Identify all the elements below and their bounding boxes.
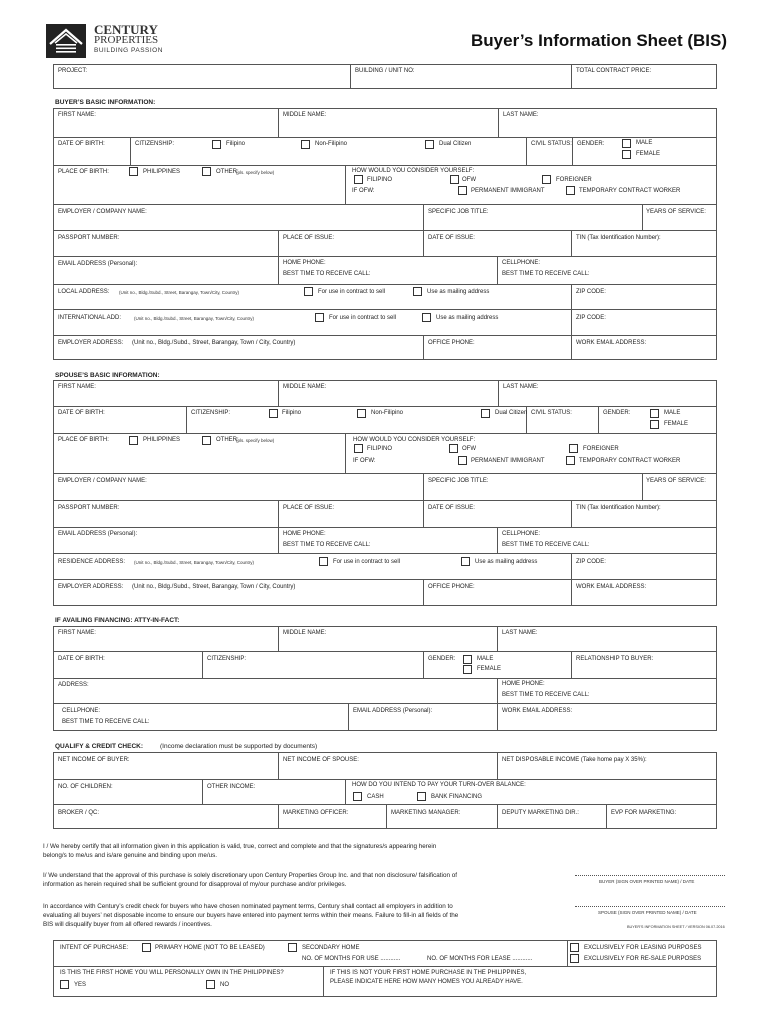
spouse-signature-label: SPOUSE (SIGN OVER PRINTED NAME) / DATE <box>598 910 697 915</box>
buyer-c-for-label: FOREIGNER <box>556 177 592 183</box>
buyer-home-label: HOME PHONE: <box>283 260 326 266</box>
spouse-gender-label: GENDER: <box>603 410 631 416</box>
buyer-tin-label: TIN (Tax Identification Number): <box>576 235 661 241</box>
spouse-c-ofw-label: OFW <box>462 446 476 452</box>
spouse-c-ofw-checkbox[interactable] <box>449 444 458 453</box>
credit-check-paragraph: In accordance with Century’s credit check for buyers who have chosen nominated payment terms, Century shall contact all employers in addition to evaluating all buyers’ net disposable income to ensure our buyers have entered into payment terms within their means. Failure to fill-in all fields of the BIS will disqualify buyer from all offered rewards / incentives. <box>43 903 459 928</box>
yes-label: YES <box>74 982 87 988</box>
secondary-home-checkbox[interactable] <box>288 943 297 952</box>
buyer-best-label: BEST TIME TO RECEIVE CALL: <box>283 271 371 277</box>
no-checkbox[interactable] <box>206 980 215 989</box>
spouse-heading: SPOUSE’S BASIC INFORMATION: <box>55 372 160 379</box>
credit-heading: QUALIFY & CREDIT CHECK: <box>55 743 143 750</box>
buyer-middle-label: MIDDLE NAME: <box>283 112 327 118</box>
resale-label: EXCLUSIVELY FOR RE-SALE PURPOSES <box>584 956 702 962</box>
spouse-other-note: (pls. specify below) <box>236 438 275 443</box>
spouse-c-fil-checkbox[interactable] <box>354 444 363 453</box>
buyer-civil-label: CIVIL STATUS: <box>531 141 572 147</box>
buyer-nonfil-label: Non-Filipino <box>315 141 348 147</box>
spouse-ph-checkbox[interactable] <box>129 436 138 445</box>
buyer-perm-checkbox[interactable] <box>458 186 467 195</box>
buyer-emp-addr-note: (Unit no., Bldg./Subd., Street, Barangay, Town / City, Country) <box>132 340 296 346</box>
buyer-mailing-label: Use as mailing address <box>427 289 490 295</box>
spouse-res-note: (Unit no., Bldg./Subd., Street, Barangay, Town/City, Country) <box>134 560 255 565</box>
net-buyer-label: NET INCOME OF BUYER: <box>58 757 130 763</box>
atty-gender-label: GENDER: <box>428 656 456 662</box>
buyer-temp-label: TEMPORARY CONTRACT WORKER <box>579 188 681 194</box>
buyer-c-fil-checkbox[interactable] <box>354 175 363 184</box>
version-label: BUYER’S INFORMATION SHEET / VERSION 06.07.2016 <box>627 925 725 929</box>
spouse-last-label: LAST NAME: <box>503 384 539 390</box>
buyer-work-email-label: WORK EMAIL ADDRESS: <box>576 340 647 346</box>
spouse-signature-line <box>575 906 725 907</box>
spouse-dual-label: Dual Citizen <box>495 410 528 416</box>
spouse-female-label: FEMALE <box>664 421 689 427</box>
not-first-label2: PLEASE INDICATE HERE HOW MANY HOMES YOU ALREADY HAVE. <box>330 979 523 985</box>
atty-male-label: MALE <box>477 656 494 662</box>
spouse-civil-label: CIVIL STATUS: <box>531 410 572 416</box>
spouse-first-label: FIRST NAME: <box>58 384 96 390</box>
spouse-pob-label: PLACE OF BIRTH: <box>58 437 109 443</box>
atty-first-label: FIRST NAME: <box>58 630 96 636</box>
buyer-c-ofw-label: OFW <box>462 177 476 183</box>
buyer-c-fil-label: FILIPINO <box>367 177 393 183</box>
atty-citizenship-label: CITIZENSHIP: <box>207 656 247 662</box>
not-first-label: IF THIS IS NOT YOUR FIRST HOME PURCHASE IN THE PHILIPPINES, <box>330 970 527 976</box>
certify-paragraph: I / We hereby certify that all information given in this application is valid, true, correct and complete and that the signatures/s appearing herein belong/s to me/us and is/are genuine and binding upon me/us. <box>43 843 437 859</box>
buyer-intl-label: INTERNATIONAL ADD: <box>58 315 122 321</box>
page-title: Buyer’s Information Sheet (BIS) <box>471 31 727 50</box>
buyer-last-label: LAST NAME: <box>503 112 539 118</box>
spouse-c-fil-label: FILIPINO <box>367 446 393 452</box>
buyer-job-label: SPECIFIC JOB TITLE: <box>428 209 489 215</box>
buyer-employer-label: EMPLOYER / COMPANY NAME: <box>58 209 147 215</box>
spouse-emp-addr-label: EMPLOYER ADDRESS: <box>58 584 124 590</box>
spouse-consider-label: HOW WOULD YOU CONSIDER YOURSELF: <box>353 437 476 443</box>
secondary-home-label: SECONDARY HOME <box>302 945 360 951</box>
broker-label: BROKER / QC: <box>58 810 100 816</box>
atty-middle-label: MIDDLE NAME: <box>283 630 327 636</box>
deputy-label: DEPUTY MARKETING DIR.: <box>502 810 579 816</box>
building-label: BUILDING / UNIT NO: <box>355 68 415 74</box>
spouse-perm-label: PERMANENT IMMIGRANT <box>471 458 545 464</box>
buyer-email-label: EMAIL ADDRESS (Personal): <box>58 261 138 267</box>
credit-heading-note: (Income declaration must be supported by documents) <box>160 743 318 750</box>
atty-best-label: BEST TIME TO RECEIVE CALL: <box>502 692 590 698</box>
atty-last-label: LAST NAME: <box>502 630 538 636</box>
logo-line2: PROPERTIES <box>94 34 159 46</box>
spouse-dual-checkbox[interactable] <box>481 409 490 418</box>
buyer-office-label: OFFICE PHONE: <box>428 340 475 346</box>
spouse-ph-label: PHILIPPINES <box>143 437 181 443</box>
price-label: TOTAL CONTRACT PRICE: <box>576 68 652 74</box>
spouse-nonfil-checkbox[interactable] <box>357 409 366 418</box>
spouse-c-for-label: FOREIGNER <box>583 446 619 452</box>
buyer-citizenship-label: CITIZENSHIP: <box>135 141 175 147</box>
buyer-filipino-label: Filipino <box>226 141 246 147</box>
intent-label: INTENT OF PURCHASE: <box>60 945 129 951</box>
atty-best2-label: BEST TIME TO RECEIVE CALL: <box>62 719 150 725</box>
bank-label: BANK FINANCING <box>431 794 483 800</box>
buyer-mailing2-label: Use as mailing address <box>436 315 499 321</box>
atty-address-label: ADDRESS: <box>58 682 89 688</box>
logo-line3: BUILDING PASSION <box>94 47 163 54</box>
turnover-label: HOW DO YOU INTEND TO PAY YOUR TURN-OVER BALANCE: <box>352 782 526 788</box>
spouse-temp-label: TEMPORARY CONTRACT WORKER <box>579 458 681 464</box>
spouse-filipino-label: Filipino <box>282 410 302 416</box>
spouse-best2-label: BEST TIME TO RECEIVE CALL: <box>502 542 590 548</box>
atty-email-label: EMAIL ADDRESS (Personal): <box>353 708 433 714</box>
buyer-temp-checkbox[interactable] <box>566 186 575 195</box>
first-home-label: IS THIS THE FIRST HOME YOU WILL PERSONALLY OWN IN THE PHILIPPINES? <box>60 970 284 976</box>
spouse-email-label: EMAIL ADDRESS (Personal): <box>58 531 138 537</box>
buyer-zip-label: ZIP CODE: <box>576 289 606 295</box>
mkt-officer-label: MARKETING OFFICER: <box>283 810 349 816</box>
buyer-contract2-checkbox[interactable] <box>315 313 324 322</box>
buyer-other-checkbox[interactable] <box>202 167 211 176</box>
buyer-signature-label: BUYER (SIGN OVER PRINTED NAME) / DATE <box>599 879 695 884</box>
buyer-contract-label: For use in contract to sell <box>318 289 386 295</box>
atty-relationship-label: RELATIONSHIP TO BUYER: <box>576 656 654 662</box>
buyer-c-ofw-checkbox[interactable] <box>450 175 459 184</box>
buyer-female-checkbox[interactable] <box>622 150 631 159</box>
spouse-zip-label: ZIP CODE: <box>576 559 606 565</box>
buyer-gender-label: GENDER: <box>577 141 605 147</box>
spouse-emp-addr-note: (Unit no., Bldg./Subd., Street, Barangay, Town / City, Country) <box>132 584 296 590</box>
buyer-c-for-checkbox[interactable] <box>542 175 551 184</box>
spouse-best-label: BEST TIME TO RECEIVE CALL: <box>283 542 371 548</box>
buyer-perm-label: PERMANENT IMMIGRANT <box>471 188 545 194</box>
buyer-contract-checkbox[interactable] <box>304 287 313 296</box>
spouse-mailing-checkbox[interactable] <box>461 557 470 566</box>
atty-dob-label: DATE OF BIRTH: <box>58 656 105 662</box>
atty-female-label: FEMALE <box>477 666 502 672</box>
spouse-employer-label: EMPLOYER / COMPANY NAME: <box>58 478 147 484</box>
spouse-nonfil-label: Non-Filipino <box>371 410 404 416</box>
buyer-issue-place-label: PLACE OF ISSUE: <box>283 235 335 241</box>
buyer-dual-label: Dual Citizen <box>439 141 472 147</box>
no-label: NO <box>220 982 229 988</box>
logo-line1: CENTURY <box>94 22 158 37</box>
buyer-mailing2-checkbox[interactable] <box>422 313 431 322</box>
atty-cell-label: CELLPHONE: <box>62 708 101 714</box>
buyer-cell-label: CELLPHONE: <box>502 260 541 266</box>
atty-female-checkbox[interactable] <box>463 665 472 674</box>
buyer-mailing-checkbox[interactable] <box>413 287 422 296</box>
disposable-label: NET DISPOSABLE INCOME (Take home pay X 35%): <box>502 757 647 763</box>
spouse-job-label: SPECIFIC JOB TITLE: <box>428 478 489 484</box>
primary-home-label: PRIMARY HOME (NOT TO BE LEASED) <box>155 945 265 951</box>
children-label: NO. OF CHILDREN: <box>58 784 113 790</box>
buyer-zip2-label: ZIP CODE: <box>576 315 606 321</box>
spouse-c-for-checkbox[interactable] <box>569 444 578 453</box>
spouse-contract-label: For use in contract to sell <box>333 559 401 565</box>
spouse-dob-label: DATE OF BIRTH: <box>58 410 105 416</box>
months-lease-label: NO. OF MONTHS FOR LEASE ............ <box>427 956 533 962</box>
mkt-manager-label: MARKETING MANAGER: <box>391 810 461 816</box>
net-spouse-label: NET INCOME OF SPOUSE: <box>283 757 359 763</box>
buyer-contract2-label: For use in contract to sell <box>329 315 397 321</box>
spouse-tin-label: TIN (Tax Identification Number): <box>576 505 661 511</box>
buyer-male-checkbox[interactable] <box>622 139 631 148</box>
buyer-years-label: YEARS OF SERVICE: <box>646 209 706 215</box>
atty-work-email-label: WORK EMAIL ADDRESS: <box>502 708 573 714</box>
spouse-other-label: OTHER: <box>216 437 239 443</box>
spouse-filipino-checkbox[interactable] <box>269 409 278 418</box>
buyer-other-note: (pls. specify below) <box>236 170 275 175</box>
primary-home-checkbox[interactable] <box>142 943 151 952</box>
buyer-best2-label: BEST TIME TO RECEIVE CALL: <box>502 271 590 277</box>
buyer-issue-date-label: DATE OF ISSUE: <box>428 235 475 241</box>
cash-label: CASH <box>367 794 384 800</box>
months-use-label: NO. OF MONTHS FOR USE ............ <box>302 956 401 962</box>
spouse-passport-label: PASSPORT NUMBER: <box>58 505 120 511</box>
spouse-home-label: HOME PHONE: <box>283 531 326 537</box>
buyer-male-label: MALE <box>636 140 653 146</box>
leasing-label: EXCLUSIVELY FOR LEASING PURPOSES <box>584 945 702 951</box>
buyer-local-note: (Unit no., Bldg./Subd., Street, Barangay, Town/City, Country) <box>119 290 240 295</box>
yes-checkbox[interactable] <box>60 980 69 989</box>
spouse-res-label: RESIDENCE ADDRESS: <box>58 559 126 565</box>
buyer-nonfil-checkbox[interactable] <box>301 140 310 149</box>
buyer-ph-label: PHILIPPINES <box>143 169 181 175</box>
spouse-mailing-label: Use as mailing address <box>475 559 538 565</box>
buyer-first-label: FIRST NAME: <box>58 112 96 118</box>
buyer-female-label: FEMALE <box>636 151 661 157</box>
spouse-male-checkbox[interactable] <box>650 409 659 418</box>
buyer-ph-checkbox[interactable] <box>129 167 138 176</box>
spouse-work-email-label: WORK EMAIL ADDRESS: <box>576 584 647 590</box>
atty-male-checkbox[interactable] <box>463 655 472 664</box>
leasing-checkbox[interactable] <box>570 943 579 952</box>
buyer-passport-label: PASSPORT NUMBER: <box>58 235 120 241</box>
building-logo-icon <box>46 24 86 58</box>
buyer-dual-checkbox[interactable] <box>425 140 434 149</box>
spouse-office-label: OFFICE PHONE: <box>428 584 475 590</box>
buyer-pob-label: PLACE OF BIRTH: <box>58 169 109 175</box>
buyer-consider-label: HOW WOULD YOU CONSIDER YOURSELF: <box>352 168 475 174</box>
buyer-emp-addr-label: EMPLOYER ADDRESS: <box>58 340 124 346</box>
buyer-filipino-checkbox[interactable] <box>212 140 221 149</box>
atty-home-label: HOME PHONE: <box>502 681 545 687</box>
buyer-other-label: OTHER: <box>216 169 239 175</box>
spouse-other-checkbox[interactable] <box>202 436 211 445</box>
spouse-years-label: YEARS OF SERVICE: <box>646 478 706 484</box>
spouse-female-checkbox[interactable] <box>650 420 659 429</box>
spouse-cell-label: CELLPHONE: <box>502 531 541 537</box>
spouse-temp-checkbox[interactable] <box>566 456 575 465</box>
bank-checkbox[interactable] <box>417 792 426 801</box>
evp-label: EVP FOR MARKETING: <box>611 810 677 816</box>
other-income-label: OTHER INCOME: <box>207 784 256 790</box>
resale-checkbox[interactable] <box>570 954 579 963</box>
approval-paragraph: I/ We understand that the approval of this purchase is solely discretionary upon Century Properties Group Inc. and that non disclosure/ falsification of information as herein required shall be sufficient ground for disapproval of my/our purchase and/or privileges. <box>43 872 457 888</box>
buyer-ifofw-label: IF OFW: <box>352 188 375 194</box>
spouse-issue-date-label: DATE OF ISSUE: <box>428 505 475 511</box>
spouse-middle-label: MIDDLE NAME: <box>283 384 327 390</box>
company-logo <box>46 24 171 58</box>
spouse-ifofw-label: IF OFW: <box>353 458 376 464</box>
spouse-citizenship-label: CITIZENSHIP: <box>191 410 231 416</box>
spouse-male-label: MALE <box>664 410 681 416</box>
spouse-contract-checkbox[interactable] <box>319 557 328 566</box>
spouse-perm-checkbox[interactable] <box>458 456 467 465</box>
buyer-intl-note: (Unit no., Bldg./Subd., Street, Barangay, Town/City, Country) <box>134 316 255 321</box>
buyer-signature-line <box>575 875 725 876</box>
project-label: PROJECT: <box>58 68 88 74</box>
spouse-issue-place-label: PLACE OF ISSUE: <box>283 505 335 511</box>
atty-heading: IF AVAILING FINANCING: ATTY-IN-FACT: <box>55 617 180 624</box>
cash-checkbox[interactable] <box>353 792 362 801</box>
buyer-local-label: LOCAL ADDRESS: <box>58 289 110 295</box>
buyer-heading: BUYER’S BASIC INFORMATION: <box>55 99 156 106</box>
buyer-dob-label: DATE OF BIRTH: <box>58 141 105 147</box>
